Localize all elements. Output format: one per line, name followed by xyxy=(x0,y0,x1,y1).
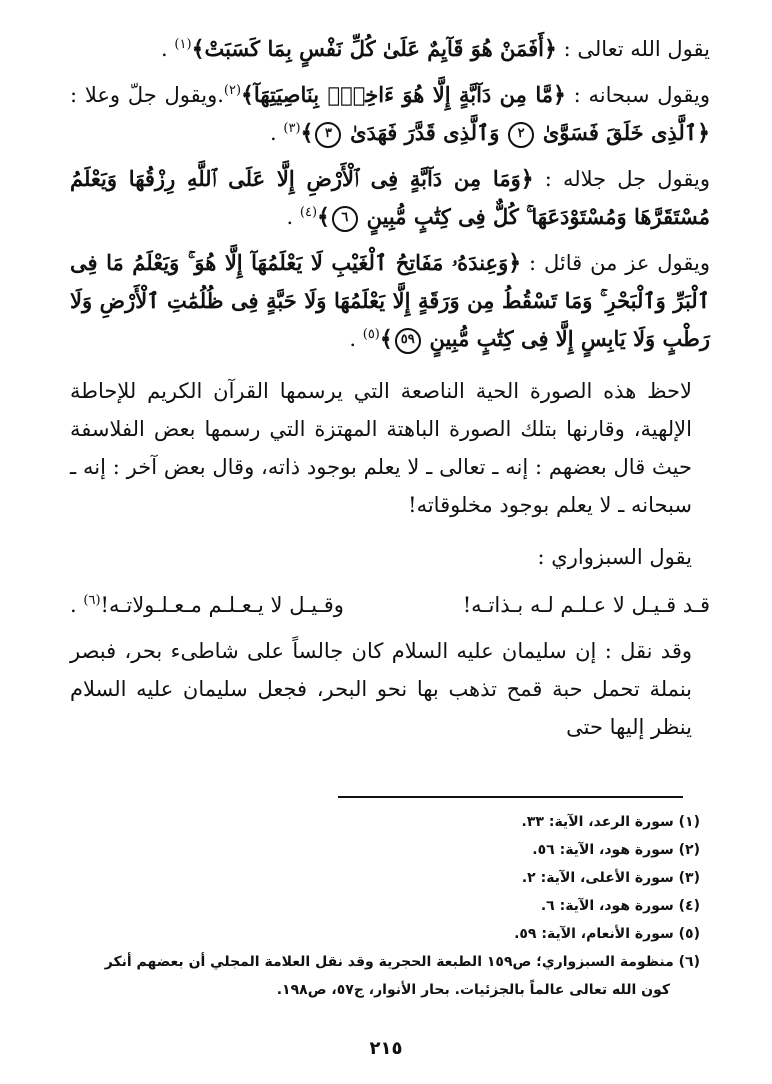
paragraph-6: يقول السبزواري : xyxy=(537,545,692,569)
footnote-4: (٤) سورة هود، الآية: ٦. xyxy=(540,898,700,914)
footnote-1: (١) سورة الرعد، الآية: ٣٣. xyxy=(521,814,700,830)
verse-number-marker: ٢ xyxy=(508,122,534,148)
verse-number-marker: ٦ xyxy=(332,206,358,232)
quran-verse-2: مَّا مِن دَآبَّةٍ إِلَّا هُوَ ءَاخِذٌۢ بِنَاصِيَتِهَآ xyxy=(253,82,553,107)
p2-end: . xyxy=(270,121,277,145)
footnotes xyxy=(85,808,700,1004)
footnote-5: (٥) سورة الأنعام، الآية: ٥٩. xyxy=(514,926,700,942)
page-body xyxy=(70,30,710,746)
p3-end: . xyxy=(286,205,294,229)
poem-end: . xyxy=(70,593,77,617)
poem-hemistich-1: قـد قـيـل لا عـلـم لـه بـذاتـه! xyxy=(462,593,710,617)
quran-close-bracket: ﴾ xyxy=(191,36,205,62)
footnote-ref-1: (١) xyxy=(174,37,192,52)
p4-end: . xyxy=(349,327,357,351)
paragraph-5: لاحظ هذه الصورة الحية الناصعة التي يرسمها القرآن الكريم للإحاطة الإلهية، وقارنها بتلك الصورة الباهتة المهتزة التي رسمها بعض الفلاسفة حيث قال بعضهم : إنه ـ تعالى ـ لا يعلم بوجود ذاته، وقال بعض آخر : إنه ـ سبحانه ـ لا يعلم بوجود مخلوقاته! xyxy=(70,379,692,517)
quran-close-bracket: ﴾ xyxy=(317,204,330,230)
paragraph-3 xyxy=(70,160,710,236)
page-number: ٢١٥ xyxy=(369,1038,403,1059)
quran-open-bracket: ﴿ xyxy=(508,250,522,276)
p1-end: . xyxy=(161,37,168,61)
footnote-ref-4: (٤) xyxy=(299,205,318,220)
quran-open-bracket: ﴿ xyxy=(520,166,534,192)
paragraph-7: وقد نقل : إن سليمان عليه السلام كان جالساً على شاطىء بحر، فبصر بنملة تحمل حبة قمح تذهب بها نحو البحر، فجعل سليمان عليه السلام ينظر إليها حتى xyxy=(70,639,692,739)
quran-open-bracket: ﴿ xyxy=(697,120,710,146)
quran-verse-5: وَعِندَهُۥ مَفَاتِحُ ٱلْغَيْبِ لَا يَعْلَمُهَآ إِلَّا هُوَ ۚ وَيَعْلَمُ مَا فِى ٱلْبَرِّ وَٱلْبَحْرِ ۚ وَمَا تَسْقُطُ مِن وَرَقَةٍ إِلَّا يَعْلَمُهَا وَلَا حَبَّةٍ فِى ظُلُمَٰتِ ٱلْأَرْضِ وَلَا رَطْبٍ وَلَا يَابِسٍ إِلَّا فِى كِتَٰبٍ مُّبِينٍ xyxy=(70,250,710,351)
footnote-separator xyxy=(338,796,683,798)
paragraph-4 xyxy=(70,244,710,358)
verse-number-marker: ٣ xyxy=(315,122,341,148)
footnote-6: (٦) منظومة السبزواري؛ ص١٥٩ الطبعة الحجرية وقد نقل العلامة المجلي أن بعضهم أنكر xyxy=(104,954,700,970)
footnote-ref-5: (٥) xyxy=(362,327,380,342)
poem-hemistich-2-wrap xyxy=(70,586,344,624)
quran-verse-1: أَفَمَنْ هُوَ قَآيِمٌ عَلَىٰ كُلِّ نَفْسٍ بِمَا كَسَبَتْ xyxy=(204,36,545,61)
quran-open-bracket: ﴿ xyxy=(552,82,566,108)
poem-verse xyxy=(70,586,710,624)
p2-mid: .ويقول جلّ وعلا : xyxy=(70,83,224,107)
footnote-6-continued: كون الله تعالى عالماً بالجزئيات. بحار الأنوار، ج٥٧، ص١٩٨. xyxy=(276,982,670,998)
paragraph-2 xyxy=(70,76,710,152)
quran-close-bracket: ﴾ xyxy=(300,120,314,146)
quran-open-bracket: ﴿ xyxy=(544,36,557,62)
p4-intro: ويقول عز من قائل : xyxy=(529,251,711,275)
paragraph-1 xyxy=(70,30,710,68)
quran-verse-3a: ٱلَّذِى خَلَقَ فَسَوَّىٰ xyxy=(542,120,698,145)
quran-close-bracket: ﴾ xyxy=(241,82,254,108)
footnote-2: (٢) سورة هود، الآية: ٥٦. xyxy=(532,842,700,858)
footnote-ref-2: (٢) xyxy=(223,83,242,98)
footnote-ref-3: (٣) xyxy=(283,121,301,136)
poem-hemistich-2: وقـيـل لا يـعـلـم مـعـلـولاتـه! xyxy=(100,593,344,617)
p1-intro: يقول الله تعالى : xyxy=(563,37,710,61)
p3-intro: ويقول جل جلاله : xyxy=(544,167,710,191)
verse-number-marker: ٥٩ xyxy=(395,328,421,354)
footnote-3: (٣) سورة الأعلى، الآية: ٢. xyxy=(521,870,700,886)
quran-verse-4: وَمَا مِن دَآبَّةٍ فِى ٱلْأَرْضِ إِلَّا عَلَى ٱللَّهِ رِزْقُهَا وَيَعْلَمُ مُسْتَقَرَّهَا وَمُسْتَوْدَعَهَا ۚ كُلٌّ فِى كِتَٰبٍ مُّبِينٍ xyxy=(70,166,710,229)
quran-verse-3b: وَٱلَّذِى قَدَّرَ فَهَدَىٰ xyxy=(350,120,500,145)
quran-close-bracket: ﴾ xyxy=(379,326,393,352)
footnote-ref-6: (٦) xyxy=(83,593,101,608)
p2-intro: ويقول سبحانه : xyxy=(573,83,710,107)
